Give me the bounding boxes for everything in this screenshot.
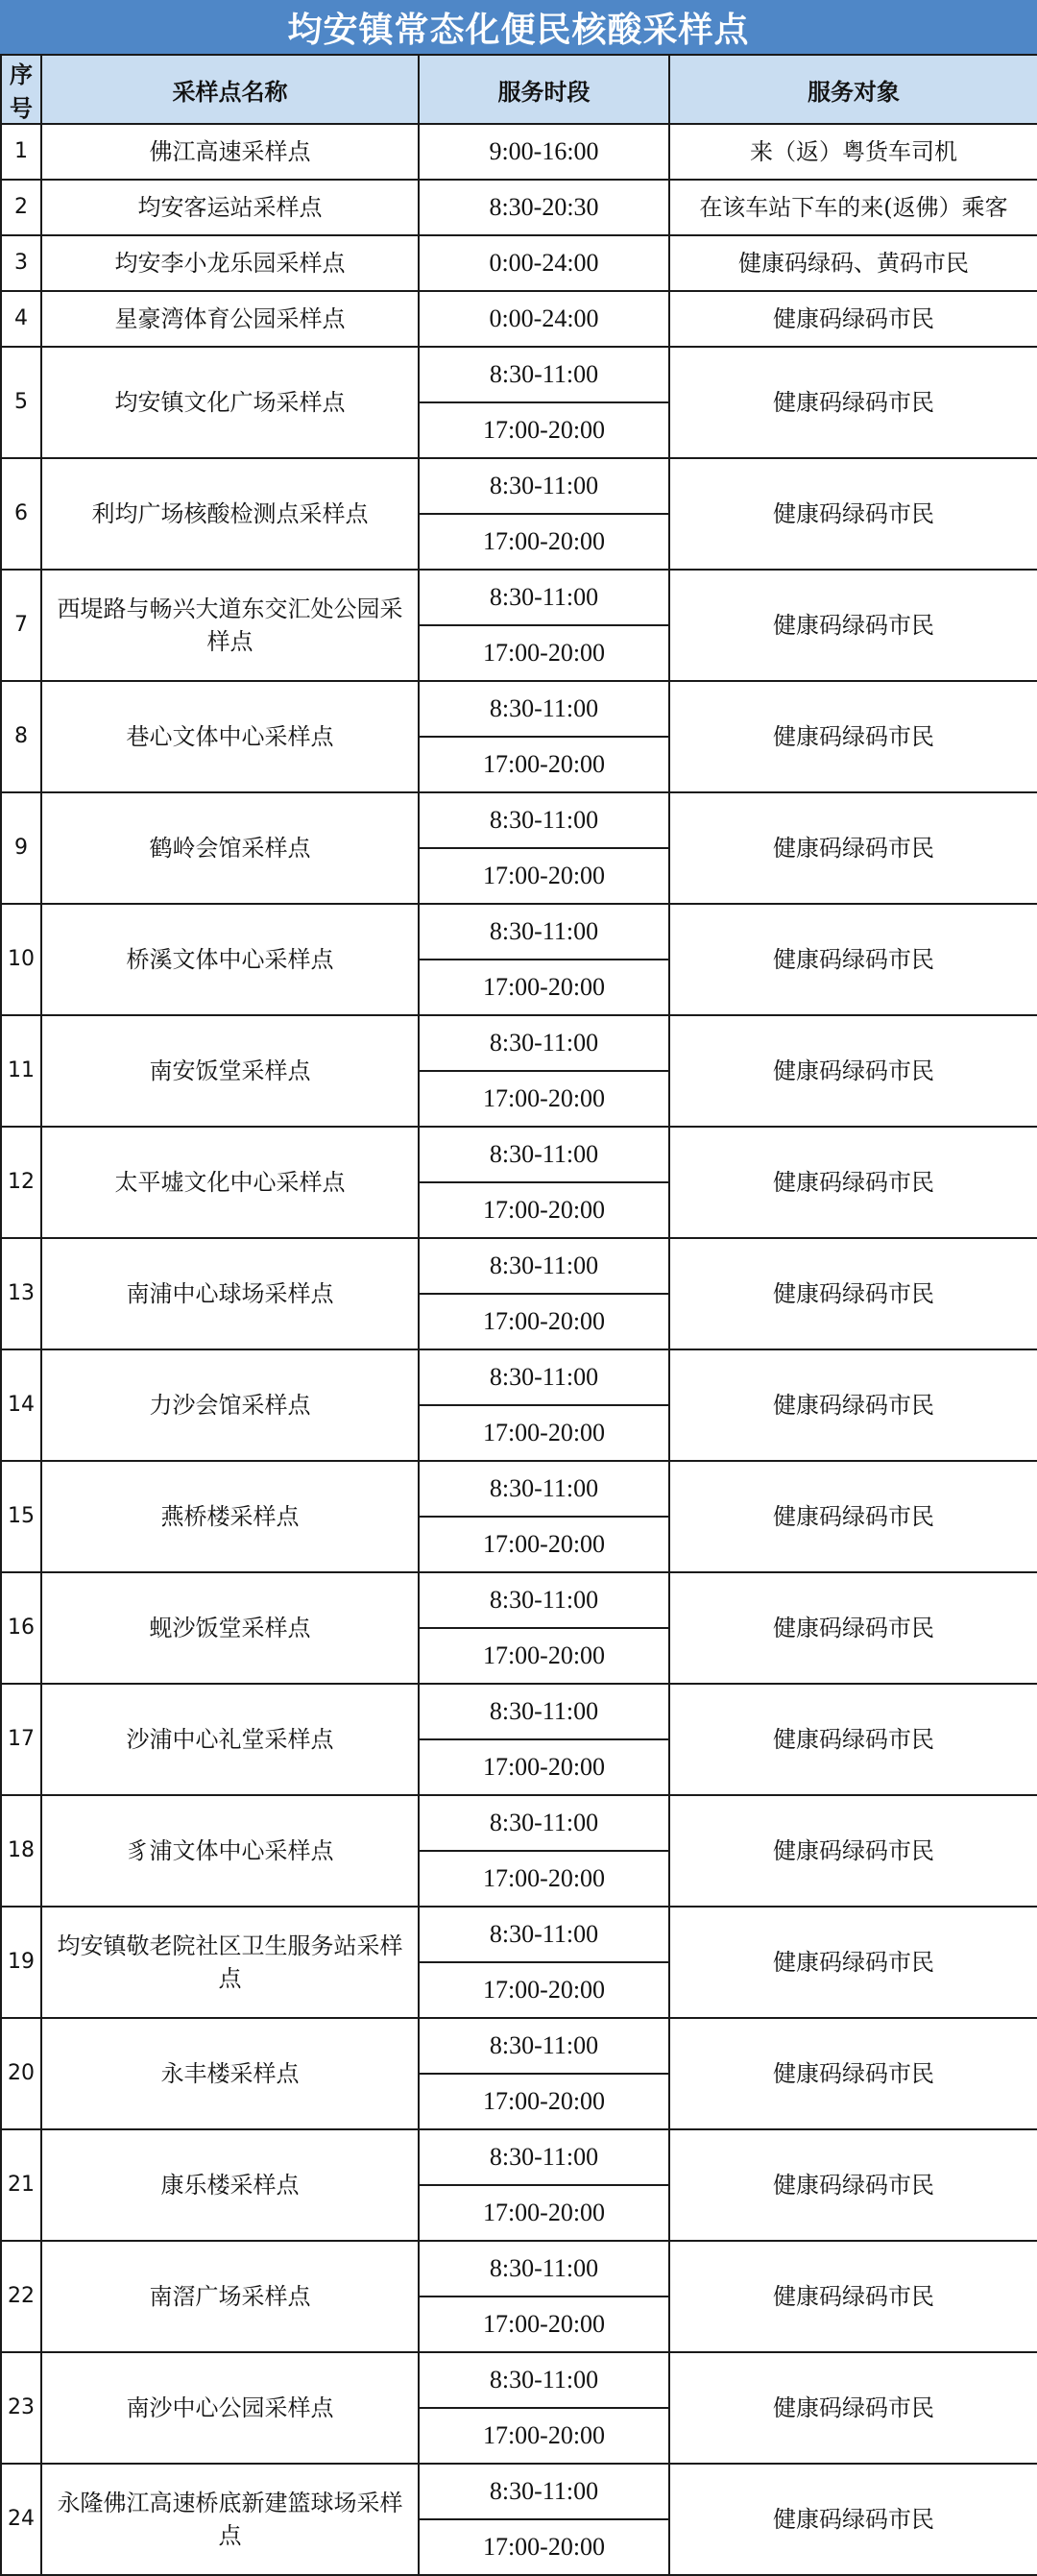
row-service-target: 健康码绿码市民	[669, 2352, 1037, 2464]
table-row	[1, 1349, 1037, 1405]
row-time-slot: 17:00-20:00	[419, 1851, 669, 1907]
header-service-hours: 服务时段	[419, 55, 669, 124]
row-time-slot: 17:00-20:00	[419, 1628, 669, 1684]
row-time-slot: 8:30-11:00	[419, 2129, 669, 2185]
table-row	[1, 570, 1037, 625]
row-site-name: 鹤岭会馆采样点	[41, 792, 419, 904]
row-service-target: 健康码绿码市民	[669, 681, 1037, 792]
row-service-target: 健康码绿码市民	[669, 2241, 1037, 2352]
row-time-slot: 8:30-11:00	[419, 904, 669, 960]
row-service-target: 健康码绿码市民	[669, 1461, 1037, 1572]
row-seq: 5	[1, 347, 41, 458]
row-seq: 22	[1, 2241, 41, 2352]
row-time-slot: 8:30-11:00	[419, 1684, 669, 1739]
row-time-slot: 0:00-24:00	[419, 235, 669, 291]
row-site-name: 西堤路与畅兴大道东交汇处公园采样点	[41, 570, 419, 681]
table-row	[1, 1907, 1037, 1962]
table-row	[1, 291, 1037, 347]
row-seq: 11	[1, 1015, 41, 1127]
row-service-target: 健康码绿码市民	[669, 347, 1037, 458]
header-seq: 序号	[1, 55, 41, 124]
row-seq: 20	[1, 2018, 41, 2129]
table-row	[1, 124, 1037, 180]
row-time-slot: 17:00-20:00	[419, 960, 669, 1015]
row-site-name: 永丰楼采样点	[41, 2018, 419, 2129]
row-service-target: 健康码绿码市民	[669, 2018, 1037, 2129]
table-row	[1, 1572, 1037, 1628]
row-time-slot: 8:30-20:30	[419, 180, 669, 235]
table-row	[1, 1684, 1037, 1739]
table-row	[1, 180, 1037, 235]
row-time-slot: 8:30-11:00	[419, 1907, 669, 1962]
row-service-target: 健康码绿码市民	[669, 570, 1037, 681]
row-seq: 23	[1, 2352, 41, 2464]
row-seq: 13	[1, 1238, 41, 1349]
header-site-name: 采样点名称	[41, 55, 419, 124]
row-time-slot: 17:00-20:00	[419, 1405, 669, 1461]
row-service-target: 健康码绿码市民	[669, 792, 1037, 904]
row-seq: 21	[1, 2129, 41, 2241]
table-row	[1, 1795, 1037, 1851]
row-service-target: 健康码绿码市民	[669, 1015, 1037, 1127]
row-time-slot: 17:00-20:00	[419, 1962, 669, 2018]
row-time-slot: 17:00-20:00	[419, 848, 669, 904]
table-row	[1, 2464, 1037, 2519]
row-time-slot: 17:00-20:00	[419, 402, 669, 458]
table-header-row	[1, 55, 1037, 124]
row-seq: 17	[1, 1684, 41, 1795]
row-site-name: 豸浦文体中心采样点	[41, 1795, 419, 1907]
row-site-name: 燕桥楼采样点	[41, 1461, 419, 1572]
row-service-target: 健康码绿码市民	[669, 2129, 1037, 2241]
row-time-slot: 17:00-20:00	[419, 737, 669, 792]
row-service-target: 在该车站下车的来(返佛）乘客	[669, 180, 1037, 235]
row-service-target: 来（返）粤货车司机	[669, 124, 1037, 180]
row-service-target: 健康码绿码市民	[669, 1572, 1037, 1684]
row-site-name: 南浦中心球场采样点	[41, 1238, 419, 1349]
row-service-target: 健康码绿码市民	[669, 291, 1037, 347]
row-site-name: 太平墟文化中心采样点	[41, 1127, 419, 1238]
row-service-target: 健康码绿码市民	[669, 1349, 1037, 1461]
sampling-sites-table	[0, 54, 1037, 2576]
row-time-slot: 8:30-11:00	[419, 1795, 669, 1851]
row-site-name: 均安李小龙乐园采样点	[41, 235, 419, 291]
row-site-name: 利均广场核酸检测点采样点	[41, 458, 419, 570]
row-time-slot: 17:00-20:00	[419, 2074, 669, 2129]
row-time-slot: 8:30-11:00	[419, 1015, 669, 1071]
row-time-slot: 8:30-11:00	[419, 1349, 669, 1405]
row-seq: 19	[1, 1907, 41, 2018]
table-row	[1, 681, 1037, 737]
row-seq: 8	[1, 681, 41, 792]
row-time-slot: 17:00-20:00	[419, 1517, 669, 1572]
row-seq: 2	[1, 180, 41, 235]
table-row	[1, 347, 1037, 402]
row-seq: 14	[1, 1349, 41, 1461]
row-seq: 10	[1, 904, 41, 1015]
row-site-name: 桥溪文体中心采样点	[41, 904, 419, 1015]
table-row	[1, 458, 1037, 514]
row-site-name: 康乐楼采样点	[41, 2129, 419, 2241]
row-service-target: 健康码绿码市民	[669, 2464, 1037, 2575]
row-time-slot: 8:30-11:00	[419, 681, 669, 737]
row-site-name: 蚬沙饭堂采样点	[41, 1572, 419, 1684]
row-time-slot: 17:00-20:00	[419, 2408, 669, 2464]
row-site-name: 巷心文体中心采样点	[41, 681, 419, 792]
row-seq: 15	[1, 1461, 41, 1572]
row-time-slot: 8:30-11:00	[419, 2018, 669, 2074]
row-time-slot: 17:00-20:00	[419, 514, 669, 570]
row-time-slot: 8:30-11:00	[419, 347, 669, 402]
table-row	[1, 2018, 1037, 2074]
row-site-name: 南滘广场采样点	[41, 2241, 419, 2352]
row-seq: 3	[1, 235, 41, 291]
row-time-slot: 17:00-20:00	[419, 1294, 669, 1349]
row-service-target: 健康码绿码市民	[669, 458, 1037, 570]
row-time-slot: 8:30-11:00	[419, 1461, 669, 1517]
row-service-target: 健康码绿码市民	[669, 1795, 1037, 1907]
row-time-slot: 8:30-11:00	[419, 1127, 669, 1182]
table-row	[1, 1238, 1037, 1294]
table-row	[1, 1127, 1037, 1182]
table-row	[1, 235, 1037, 291]
row-time-slot: 17:00-20:00	[419, 1071, 669, 1127]
row-service-target: 健康码绿码市民	[669, 1684, 1037, 1795]
row-service-target: 健康码绿码市民	[669, 904, 1037, 1015]
row-time-slot: 17:00-20:00	[419, 2185, 669, 2241]
row-time-slot: 8:30-11:00	[419, 2464, 669, 2519]
header-service-target: 服务对象	[669, 55, 1037, 124]
row-seq: 12	[1, 1127, 41, 1238]
row-seq: 24	[1, 2464, 41, 2575]
table-row	[1, 2352, 1037, 2408]
row-site-name: 星豪湾体育公园采样点	[41, 291, 419, 347]
row-time-slot: 9:00-16:00	[419, 124, 669, 180]
row-seq: 1	[1, 124, 41, 180]
row-seq: 4	[1, 291, 41, 347]
row-service-target: 健康码绿码市民	[669, 1127, 1037, 1238]
row-seq: 16	[1, 1572, 41, 1684]
row-time-slot: 8:30-11:00	[419, 1238, 669, 1294]
row-seq: 6	[1, 458, 41, 570]
row-time-slot: 8:30-11:00	[419, 570, 669, 625]
row-site-name: 力沙会馆采样点	[41, 1349, 419, 1461]
row-service-target: 健康码绿码、黄码市民	[669, 235, 1037, 291]
row-time-slot: 8:30-11:00	[419, 2352, 669, 2408]
table-row	[1, 904, 1037, 960]
row-time-slot: 8:30-11:00	[419, 1572, 669, 1628]
table-row	[1, 2241, 1037, 2297]
table-row	[1, 1461, 1037, 1517]
row-service-target: 健康码绿码市民	[669, 1907, 1037, 2018]
row-time-slot: 17:00-20:00	[419, 2519, 669, 2575]
table-row	[1, 792, 1037, 848]
row-seq: 7	[1, 570, 41, 681]
row-site-name: 均安镇敬老院社区卫生服务站采样点	[41, 1907, 419, 2018]
row-site-name: 南沙中心公园采样点	[41, 2352, 419, 2464]
row-service-target: 健康码绿码市民	[669, 1238, 1037, 1349]
row-time-slot: 0:00-24:00	[419, 291, 669, 347]
row-time-slot: 17:00-20:00	[419, 625, 669, 681]
page-title: 均安镇常态化便民核酸采样点	[0, 0, 1037, 54]
row-seq: 18	[1, 1795, 41, 1907]
table-row	[1, 1015, 1037, 1071]
row-seq: 9	[1, 792, 41, 904]
row-site-name: 沙浦中心礼堂采样点	[41, 1684, 419, 1795]
table-body	[1, 124, 1037, 2575]
row-site-name: 均安客运站采样点	[41, 180, 419, 235]
table-row	[1, 2129, 1037, 2185]
row-time-slot: 8:30-11:00	[419, 458, 669, 514]
row-site-name: 均安镇文化广场采样点	[41, 347, 419, 458]
row-time-slot: 17:00-20:00	[419, 1182, 669, 1238]
row-site-name: 南安饭堂采样点	[41, 1015, 419, 1127]
row-time-slot: 17:00-20:00	[419, 2297, 669, 2352]
row-time-slot: 8:30-11:00	[419, 792, 669, 848]
row-time-slot: 17:00-20:00	[419, 1739, 669, 1795]
row-time-slot: 8:30-11:00	[419, 2241, 669, 2297]
row-site-name: 佛江高速采样点	[41, 124, 419, 180]
row-site-name: 永隆佛江高速桥底新建篮球场采样点	[41, 2464, 419, 2575]
